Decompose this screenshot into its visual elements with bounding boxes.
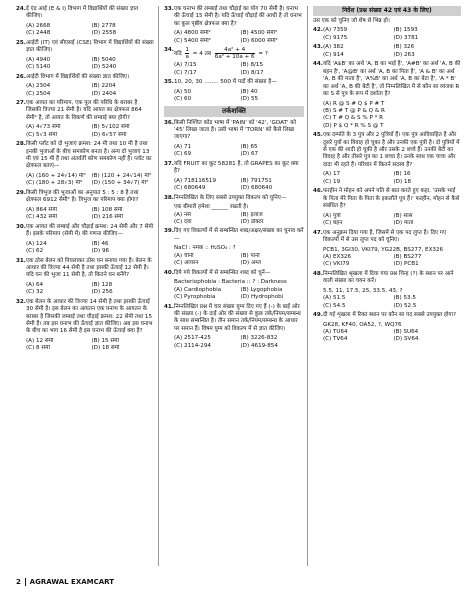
page-footer <box>16 578 114 586</box>
option: (B) S # T @ P & Q & R <box>323 108 385 115</box>
brand-name: AGRAWAL EXAMCART <box>29 578 115 586</box>
option: (A) 4√73 सेमी <box>26 124 61 131</box>
option: (C) 60 <box>174 96 192 103</box>
question-text: एक आयत का परिमाप, एक पूल की परिधि के बराबर है जिसकी त्रिज्या 21 सेमी है। यदि आयत का क्षेत्रफल 864 सेमी² है, तो आयत के विकर्ण की लम्बाई क्या होगी? <box>26 100 142 121</box>
option: (A) EX326 <box>323 253 352 260</box>
question-49: 49. दी गई शृंखला में रिक्त स्थान पर कौन सा पद सबसे उपयुक्त होगा? <box>313 311 456 318</box>
options-25 <box>16 57 154 72</box>
options-35 <box>164 89 304 104</box>
question-48: 48. निम्नलिखित श्रृंखला में दिया गया प्रश्न चिन्ह (?) के स्थान पर आने वाली संख्या का चयन करें। <box>313 270 454 285</box>
question-47: 47. एक अनुक्रम दिया गया है, जिसमें से एक पद लुप्त है। दिए गए विकल्पों में से उस लुप्त पद को चुनिए। <box>313 229 447 243</box>
option: (B) 2204 <box>91 83 116 90</box>
options-24 <box>16 23 154 38</box>
option: (C) बहन <box>323 220 343 227</box>
question-text: फरहीन ने मोहन को अपने पति से बात करते हुए कहा, 'उसके भाई के पिता मेरे पिता के पिता के इकलौते पुत्र हैं।' फरहीन, मोहन से कैसे संबंधित है? <box>323 188 460 210</box>
question-text: 10, 20, 30 ........ 500 में पदों की संख्या है— <box>174 79 277 86</box>
option: (B) 8/15 <box>240 62 264 69</box>
option: (A) 382 <box>323 44 344 51</box>
options-31 <box>16 282 154 297</box>
question-text: एक बेलन के आधार की त्रिज्या 14 सेमी है तथा इसकी ऊँचाई 30 सेमी है। इस बेलन का आयतन एक घनाभ के आयतन के बराबर है जिसकी लम्बाई तथा चौड़ाई क्रमश: 22 सेमी तथा 15 सेमी है। तब इस घनाभ की ऊँचाई ज्ञात कीजिए। अब इस घनाभ के बीच का भाग 16 सेमी है इस घनाभ की ऊँचाई क्या है? <box>26 298 153 335</box>
options-41 <box>164 335 304 350</box>
question-sub: NaCl : नमक :: H₂SO₄ : ? <box>174 245 236 252</box>
option: (C) 7/17 <box>174 69 197 76</box>
option: (D) 5240 <box>91 64 117 71</box>
question-sub: एक बीमारी हमेशा ______ रखती है। <box>174 204 249 211</box>
question-32: 32. एक बेलन के आधार की त्रिज्या 14 सेमी है तथा इसकी ऊँचाई 30 सेमी है। इस बेलन का आयतन एक घनाभ के आयतन के बराबर है जिसकी लम्बाई तथा चौड़ाई क्रमश: 22 सेमी तथा 15 सेमी है। तब इस घनाभ की ऊँचाई ज्ञात कीजिए। अब इस घनाभ के बीच का भाग 16 सेमी है इस घनाभ की ऊँचाई क्या है? <box>16 298 153 335</box>
options-39 <box>164 253 304 268</box>
question-45: 45. एक दम्पति के 3 पुत्र और 2 पुत्रियाँ हैं। एक पुत्र आविवाहित है और दूसरे पुत्रों का विवाह हो चुका है और उनकी एक पुत्री है। दो पुत्रियों में से एक की शादी हो चुकी है और उसके 2 बच्चे हैं। उनकी बेटी का विवाह है और तीसरे पुत्र का 1 बच्चा है। उनके साथ एक चाचा और दादा भी रहते हैं। परिवार में कितने सदस्य हैं? <box>313 132 460 168</box>
options-27 <box>16 124 154 139</box>
options-43 <box>323 44 461 59</box>
question-text: किसी प्लॉट को दो भुजाएं क्रमश: 24 मी तथा 10 मी है तथा इनकी भुजाओं के बीच समकोण बनता है। अन्य दो भुजाएं 13 मी एवं 15 मी हैं तथा अंतर्वर्ती कोण समकोण नहीं है। प्लॉट का क्षेत्रफल बताएं— <box>26 141 152 170</box>
option: (C) 2504 <box>26 90 51 97</box>
option: (B) 326 <box>393 44 415 51</box>
question-27: 27. एक आयत का परिमाप, एक पूल की परिधि के बराबर है जिसकी त्रिज्या 21 सेमी है। यदि आयत का क्षेत्रफल 864 सेमी² है, तो आयत के विकर्ण की लम्बाई क्या होगी? <box>16 100 142 121</box>
column-middle <box>164 6 304 352</box>
option: (C) TV64 <box>323 336 348 343</box>
option: (A) 71 <box>174 144 192 151</box>
options-46 <box>313 213 461 228</box>
options-26 <box>16 83 154 98</box>
question-38: 38. निम्नलिखित के लिए सबसे उपयुक्त विकल्प को चुनिए— <box>164 194 287 201</box>
options-36 <box>164 144 304 159</box>
option: (B) पानी <box>240 252 260 259</box>
option: (B) BS277 <box>393 253 422 260</box>
question-46: 46. फरहीन ने मोहन को अपने पति से बात करते हुए कहा, 'उसके भाई के पिता मेरे पिता के पिता के इकलौते पुत्र हैं।' फरहीन, मोहन से कैसे संबंधित है? <box>313 188 460 210</box>
option: (A) 64 <box>26 281 44 288</box>
option: (B) 53.5 <box>393 295 416 302</box>
question-text: किसी निश्चित कोड भाषा में 'PAIN' को '42', 'GOAT' को '45' लिखा जाता है। उसी भाषा में 'TORN' को कैसे लिखा जाएगा? <box>174 119 296 141</box>
option: (B) (120 + 24√14) मी² <box>91 173 152 180</box>
option: (D) अम्ल <box>240 260 261 267</box>
option: (C) Pyrophobia <box>174 294 216 301</box>
option: (C) दवा <box>174 219 192 226</box>
question-41: 41. निम्नलिखित प्रश्न में चार संख्या युग्म दिए गए हैं (-) के बाईं ओर की संख्या (-) के दाईं ओर की संख्या से कुछ तर्क/नियम/सम्बन्ध के साथ सम्बन्धित है। तीन समान तर्क/नियम/सम्बन्ध के आधार पर समान हैं। विषम युग्म को विकल्प में से ज्ञात कीजिए। <box>164 303 301 332</box>
option: (B) 1593 <box>393 27 418 34</box>
question-39: 39. दिए गए विकल्पों में से सम्बन्धित शब्द/अक्षर/संख्या का चुनाव करें— <box>164 228 304 242</box>
option: (D) 8/17 <box>240 69 264 76</box>
option: (A) (160 + 24√14) मी² <box>26 173 86 180</box>
column-divider <box>307 6 308 566</box>
options-49 <box>313 329 461 344</box>
option: (C) आयरन <box>174 260 199 267</box>
option: (C) 5√3 सेमी <box>26 131 58 138</box>
option: (D) (150 + 34√7) मी² <box>91 180 149 187</box>
option: (B) 128 <box>91 281 113 288</box>
option: (B) इलाज <box>240 211 263 218</box>
question-44: 44. यदि 'A$B' का अर्थ 'A, B का भाई है', 'A#B' का अर्थ 'A, B की बहन है', 'A@B' का अर्थ 'A, B का पिता है', 'A & B' का अर्थ 'A, B की माता है', 'A%B' का अर्थ 'A, B का बेटा है', 'A * B' का अर्थ 'A, B की बेटी है', तो निम्नलिखित में से कौन सा व्यंजक R का S से पुत्र के रूप में दर्शाता है? <box>313 61 461 98</box>
option: (B) Lygophobia <box>240 286 283 293</box>
question-35: 35. 10, 20, 30 ........ 500 में पदों की संख्या है— <box>164 79 277 86</box>
option: (A) नर्स <box>174 211 191 218</box>
question-text: एक दम्पति के 3 पुत्र और 2 पुत्रियाँ हैं। एक पुत्र आविवाहित है और दूसरे पुत्रों का विवाह हो चुका है और उनकी एक पुत्री है। दो पुत्रियों में से एक की शादी हो चुकी है और उसके 2 बच्चे हैं। उनकी बेटी का विवाह है और तीसरे पुत्र का 1 बच्चा है। उनके साथ एक चाचा और दादा भी रहते हैं। परिवार में कितने सदस्य हैं? <box>323 132 460 168</box>
options-45 <box>313 171 461 186</box>
option: (A) 124 <box>26 240 47 247</box>
option: (D) 52.5 <box>393 302 417 309</box>
options-29 <box>16 207 154 222</box>
option: (B) 5√102 सेमी <box>91 124 130 131</box>
option: (A) 4940 <box>26 56 51 63</box>
option: (C) 5400 सेमी² <box>174 37 211 44</box>
option: (D) 263 <box>393 51 415 58</box>
question-text: आईटी (IT) एवं सीएसई (CSE) विभाग में विद्यार्थियों की संख्या ज्ञात कीजिए। <box>26 39 154 54</box>
option: (D) 680640 <box>240 185 273 192</box>
question-28: 28. किसी प्लॉट को दो भुजाएं क्रमश: 24 मी तथा 10 मी है तथा इनकी भुजाओं के बीच समकोण बनता है। अन्य दो भुजाएं 13 मी एवं 15 मी हैं तथा अंतर्वर्ती कोण समकोण नहीं है। प्लॉट का क्षेत्रफल बताएं— <box>16 141 152 170</box>
question-33: 33. एक घनाभ की लम्बाई तथा चौड़ाई का योग 70 सेमी है। घनाभ की ऊँचाई 15 सेमी है। यदि ऊँचाई चौड़ाई की आधी है तो घनाभ का कुल पृष्ठीय क्षेत्रफल क्या है? <box>164 6 302 27</box>
option: (C) 32 <box>26 289 44 296</box>
option: (B) 4500 सेमी² <box>240 30 278 37</box>
question-text: ई एंड आई (E & I) विभाग में विद्यार्थियों की संख्या ज्ञात कीजिए। <box>26 6 139 20</box>
question-37: 37. यदि FRUIT का कूट 58281 है, तो GRAPES का कूट क्या है? <box>164 160 299 175</box>
option: (A) 17 <box>323 171 341 178</box>
option: (B) 40 <box>240 88 258 95</box>
question-text: दिए गए विकल्पों में से सम्बन्धित शब्द/अक्षर/संख्या का चुनाव करें— <box>174 228 304 242</box>
question-25: 25. आईटी (IT) एवं सीएसई (CSE) विभाग में विद्यार्थियों की संख्या ज्ञात कीजिए। <box>16 39 154 54</box>
option: (D) 216 सेमी <box>91 214 123 221</box>
option: (A) पुत्री <box>323 212 341 219</box>
option: (B) 15 सेमी <box>91 337 119 344</box>
question-30: 30. एक आयत की लम्बाई और चौड़ाई क्रमश: 24 सेमी और 7 सेमी हैं। इसके परिमाप (सेमी में) की गणना कीजिए— <box>16 223 154 238</box>
question-text: एक आयत की लम्बाई और चौड़ाई क्रमश: 24 सेमी और 7 सेमी हैं। इसके परिमाप (सेमी में) की गणना कीजिए— <box>26 223 154 238</box>
column-right <box>313 6 461 346</box>
option: (D) डॉक्टर <box>240 219 264 226</box>
section-heading: तर्कशक्ति <box>164 106 304 117</box>
question-text: एक अनुक्रम दिया गया है, जिसमें से एक पद लुप्त है। दिए गए विकल्पों में से उस लुप्त पद को चुनिए। <box>323 229 447 243</box>
option: (B) सास <box>393 212 413 219</box>
options-28 <box>16 173 154 188</box>
option: (A) 50 <box>174 88 192 95</box>
options-38 <box>164 212 304 227</box>
question-text: एक घनाभ की लम्बाई तथा चौड़ाई का योग 70 सेमी है। घनाभ की ऊँचाई 15 सेमी है। यदि ऊँचाई चौड़ाई की आधी है तो घनाभ का कुल पृष्ठीय क्षेत्रफल क्या है? <box>174 6 302 27</box>
option: (C) 432 सेमी <box>26 214 58 221</box>
option: (D) 55 <box>240 96 259 103</box>
option: (D) Hydrophobi <box>240 294 284 301</box>
option: (A) Cardiophobia <box>174 286 222 293</box>
question-sub: Bacteriophobia : Bacteria :: ? : Darkness <box>174 279 287 286</box>
option: (D) P $ Q * R % S @ T <box>323 122 384 129</box>
option: (D) 67 <box>240 151 259 158</box>
option: (B) 108 सेमी <box>91 206 123 213</box>
option: (C) 2114-294 <box>174 342 211 349</box>
option: (B) 65 <box>240 144 258 151</box>
option: (D) 256 <box>91 289 113 296</box>
page-number: 2 <box>16 578 21 586</box>
options-48 <box>313 295 461 310</box>
options-34 <box>164 62 304 77</box>
option: (B) 16 <box>393 171 411 178</box>
option: (C) 69 <box>174 151 192 158</box>
option: (C) 680649 <box>174 185 206 192</box>
option: (C) 9175 <box>323 34 348 41</box>
option: (C) VKI79 <box>323 261 350 268</box>
option: (A) 7/15 <box>174 62 197 69</box>
options-32 <box>16 338 154 353</box>
option: (D) 4619-854 <box>240 342 278 349</box>
option: (C) 8 सेमी <box>26 345 50 352</box>
question-40: 40. दिये गये विकल्पों में से सम्बन्धित शब्द को चुनें— <box>164 269 271 276</box>
option: (C) T # Q & S % P * R <box>323 115 384 122</box>
option: (B) SU64 <box>393 328 419 335</box>
option: (A) 2668 <box>26 23 51 29</box>
question-24: 24. ई एंड आई (E & I) विभाग में विद्यार्थियों की संख्या ज्ञात कीजिए। <box>16 6 139 20</box>
question-text: निम्नलिखित प्रश्न में चार संख्या युग्म दिए गए हैं (-) के बाईं ओर की संख्या (-) के दाईं ओर की संख्या से कुछ तर्क/नियम/सम्बन्ध के साथ सम्बन्धित है। तीन समान तर्क/नियम/सम्बन्ध के आधार पर समान हैं। विषम युग्म को विकल्प में से ज्ञात कीजिए। <box>174 303 301 332</box>
question-text: किसी त्रिभुज की भुजाओं का अनुपात 5 : 5 : 8 है तथा क्षेत्रफल 6912 सेमी² है। त्रिभुज का परिमाप क्या होगा? <box>26 189 139 204</box>
option: (D) 2558 <box>91 30 117 37</box>
question-31: 31. एक ठोस बेलन को पिघलाकर ठोस घन बनाया गया है। बेलन के आधार की त्रिज्या 44 सेमी है तथा इसकी ऊँचाई 12 सेमी है। यदि घन की भुजा 11 सेमी है, तो कितने घन बनेंगे? <box>16 257 152 279</box>
option: (B) 2778 <box>91 23 116 29</box>
question-text: दिये गये विकल्पों में से सम्बन्धित शब्द को चुनें— <box>174 269 271 276</box>
option: (D) 6000 सेमी² <box>240 37 278 44</box>
option: (C) 19 <box>323 178 341 185</box>
option: (A) 7359 <box>323 27 348 34</box>
option: (A) 51.5 <box>323 295 346 302</box>
question-sub: GK28, KF40, OA52, ?, WQ76 <box>323 321 402 328</box>
option: (D) 2404 <box>91 90 117 97</box>
question-text: दी गई शृंखला में रिक्त स्थान पर कौन सा पद सबसे उपयुक्त होगा? <box>323 311 456 318</box>
option: (A) 718116519 <box>174 177 216 184</box>
option: (C) 54.5 <box>323 302 346 309</box>
question-text: आईटी विभाग में विद्यार्थियों की संख्या ज्ञात कीजिए। <box>26 73 130 80</box>
options-37 <box>164 178 304 193</box>
option: (D) माता <box>393 220 414 227</box>
question-34: 34. यदि $\frac{1}{a}$ = 4 तब $\frac{\text{4a² + 4}}{\text{6a² + 10a + 6}}$ = ? <box>164 47 268 61</box>
option: (C) 62 <box>26 248 44 255</box>
question-text: यदि 'A$B' का अर्थ 'A, B का भाई है', 'A#B' का अर्थ 'A, B की बहन है', 'A@B' का अर्थ 'A, B का पिता है', 'A & B' का अर्थ 'A, B की माता है', 'A%B' का अर्थ 'A, B का बेटा है', 'A * B' का अर्थ 'A, B की बेटी है', तो निम्नलिखित में से कौन सा व्यंजक R का S से पुत्र के रूप में दर्शाता है? <box>323 61 461 98</box>
option: (A) 2304 <box>26 83 51 90</box>
option: (B) 5040 <box>91 56 116 63</box>
option: (A) 12 सेमी <box>26 337 54 344</box>
option: (D) PCB1 <box>393 261 419 268</box>
question-sub: PCB1, 3GI30, VKI79, YG22B, BS277, EX326 <box>323 246 444 253</box>
option: (D) 6√57 सेमी <box>91 131 127 138</box>
options-44 <box>313 101 461 131</box>
question-26: 26. आईटी विभाग में विद्यार्थियों की संख्या ज्ञात कीजिए। <box>16 73 130 80</box>
option: (B) 46 <box>91 240 109 247</box>
column-divider <box>158 6 159 566</box>
fraction: $\frac{1}{a}$ <box>185 47 190 61</box>
option: (D) 3781 <box>393 34 419 41</box>
option: (A) 4800 सेमी² <box>174 30 211 37</box>
option: (C) 914 <box>323 51 344 58</box>
option: (D) 18 सेमी <box>91 345 120 352</box>
column-left <box>16 6 154 355</box>
direction-heading: निर्देश (प्रश्न संख्या 42 एवं 43 के लिए) <box>313 6 461 16</box>
option: (D) 96 <box>91 248 110 255</box>
options-42 <box>323 27 461 42</box>
fraction: $\frac{\text{4a² + 4}}{\text{6a² + 10a + 6}}$ <box>214 47 255 61</box>
question-text: निम्नलिखित के लिए सबसे उपयुक्त विकल्प को चुनिए— <box>174 194 287 201</box>
option: (A) 2517-425 <box>174 335 211 342</box>
options-47 <box>313 254 461 269</box>
question-29: 29. किसी त्रिभुज की भुजाओं का अनुपात 5 : 5 : 8 है तथा क्षेत्रफल 6912 सेमी² है। त्रिभुज का परिमाप क्या होगा? <box>16 189 139 204</box>
option: (C) 5140 <box>26 64 51 71</box>
question-text: यदि FRUIT का कूट 58281 है, तो GRAPES का कूट क्या है? <box>174 160 299 175</box>
option: (D) SV64 <box>393 336 419 343</box>
option: (A) R @ S # Q $ P # T <box>323 100 385 107</box>
options-30 <box>16 241 154 256</box>
question-36: 36. किसी निश्चित कोड भाषा में 'PAIN' को '42', 'GOAT' को '45' लिखा जाता है। उसी भाषा में 'TORN' को कैसे लिखा जाएगा? <box>164 119 296 141</box>
question-text: एक ठोस बेलन को पिघलाकर ठोस घन बनाया गया है। बेलन के आधार की त्रिज्या 44 सेमी है तथा इसकी ऊँचाई 12 सेमी है। यदि घन की भुजा 11 सेमी है, तो कितने घन बनेंगे? <box>26 257 152 279</box>
option: (B) 3226-832 <box>240 335 278 342</box>
option: (A) चीनी <box>174 252 194 259</box>
footer-divider <box>25 578 26 586</box>
option: (C) 2448 <box>26 30 51 37</box>
option: (C) (180 + 28√3) मी² <box>26 180 83 187</box>
question-text: निम्नलिखित श्रृंखला में दिया गया प्रश्न चिन्ह (?) के स्थान पर आने वाली संख्या का चयन करें। <box>323 270 454 285</box>
options-40 <box>164 287 304 302</box>
direction-text: उस एक को चुनिए जो शेष से भिन्न हो। <box>313 18 390 24</box>
options-33 <box>164 30 304 45</box>
question-42: 42. (A) 7359 (B) 1593 (C) 9175 (D) 3781 <box>313 27 461 42</box>
option: (A) 864 सेमी <box>26 206 57 213</box>
question-sub: 5.5, 11, 17.5, 25, 33.5, 43, ? <box>323 287 403 294</box>
option: (A) TU64 <box>323 328 348 335</box>
option: (B) 791751 <box>240 177 272 184</box>
option: (D) 18 <box>393 178 412 185</box>
question-43: 43. (A) 382 (B) 326 (C) 914 (D) 263 <box>313 44 461 59</box>
